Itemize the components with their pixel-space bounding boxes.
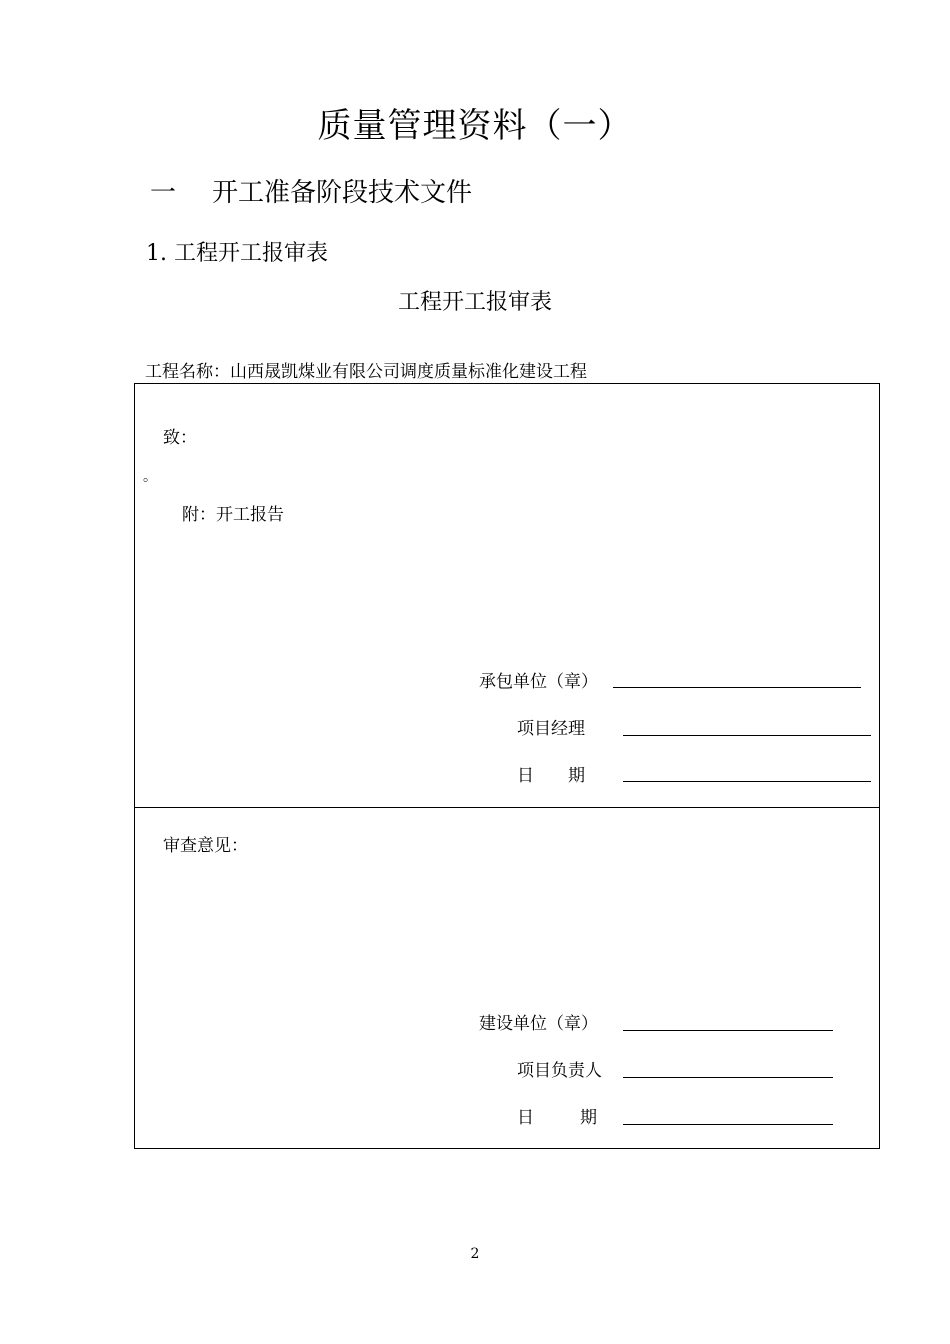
- owner-date-line: [623, 1124, 833, 1125]
- form-box: [134, 383, 880, 1149]
- contractor-date-label: 日 期: [517, 766, 585, 786]
- contractor-unit-label: 承包单位（章）: [479, 672, 598, 692]
- owner-unit-signature-line: [623, 1030, 833, 1031]
- owner-unit-label: 建设单位（章）: [479, 1014, 598, 1034]
- review-opinion-label: 审查意见：: [163, 836, 248, 856]
- item-heading: 1. 工程开工报审表: [146, 241, 328, 266]
- attachment-label: 附：开工报告: [182, 505, 284, 525]
- form-divider: [134, 807, 880, 808]
- to-label: 致：: [163, 428, 197, 448]
- project-manager-signature-line: [623, 735, 871, 736]
- contractor-date-line: [623, 781, 871, 782]
- project-name: 工程名称：山西晟凯煤业有限公司调度质量标准化建设工程: [145, 362, 587, 382]
- stray-mark: 。: [143, 469, 157, 485]
- document-title: 质量管理资料（一）: [317, 106, 633, 146]
- section-text: 开工准备阶段技术文件: [212, 178, 473, 208]
- owner-date-label: 日 期: [517, 1108, 601, 1128]
- contractor-unit-signature-line: [613, 687, 861, 688]
- section-number: 一: [150, 178, 177, 208]
- form-title: 工程开工报审表: [397, 290, 552, 315]
- project-owner-signature-line: [623, 1077, 833, 1078]
- page-number: 2: [470, 1246, 480, 1262]
- project-owner-label: 项目负责人: [517, 1061, 602, 1081]
- section-heading: [150, 172, 472, 209]
- project-manager-label: 项目经理: [517, 719, 585, 739]
